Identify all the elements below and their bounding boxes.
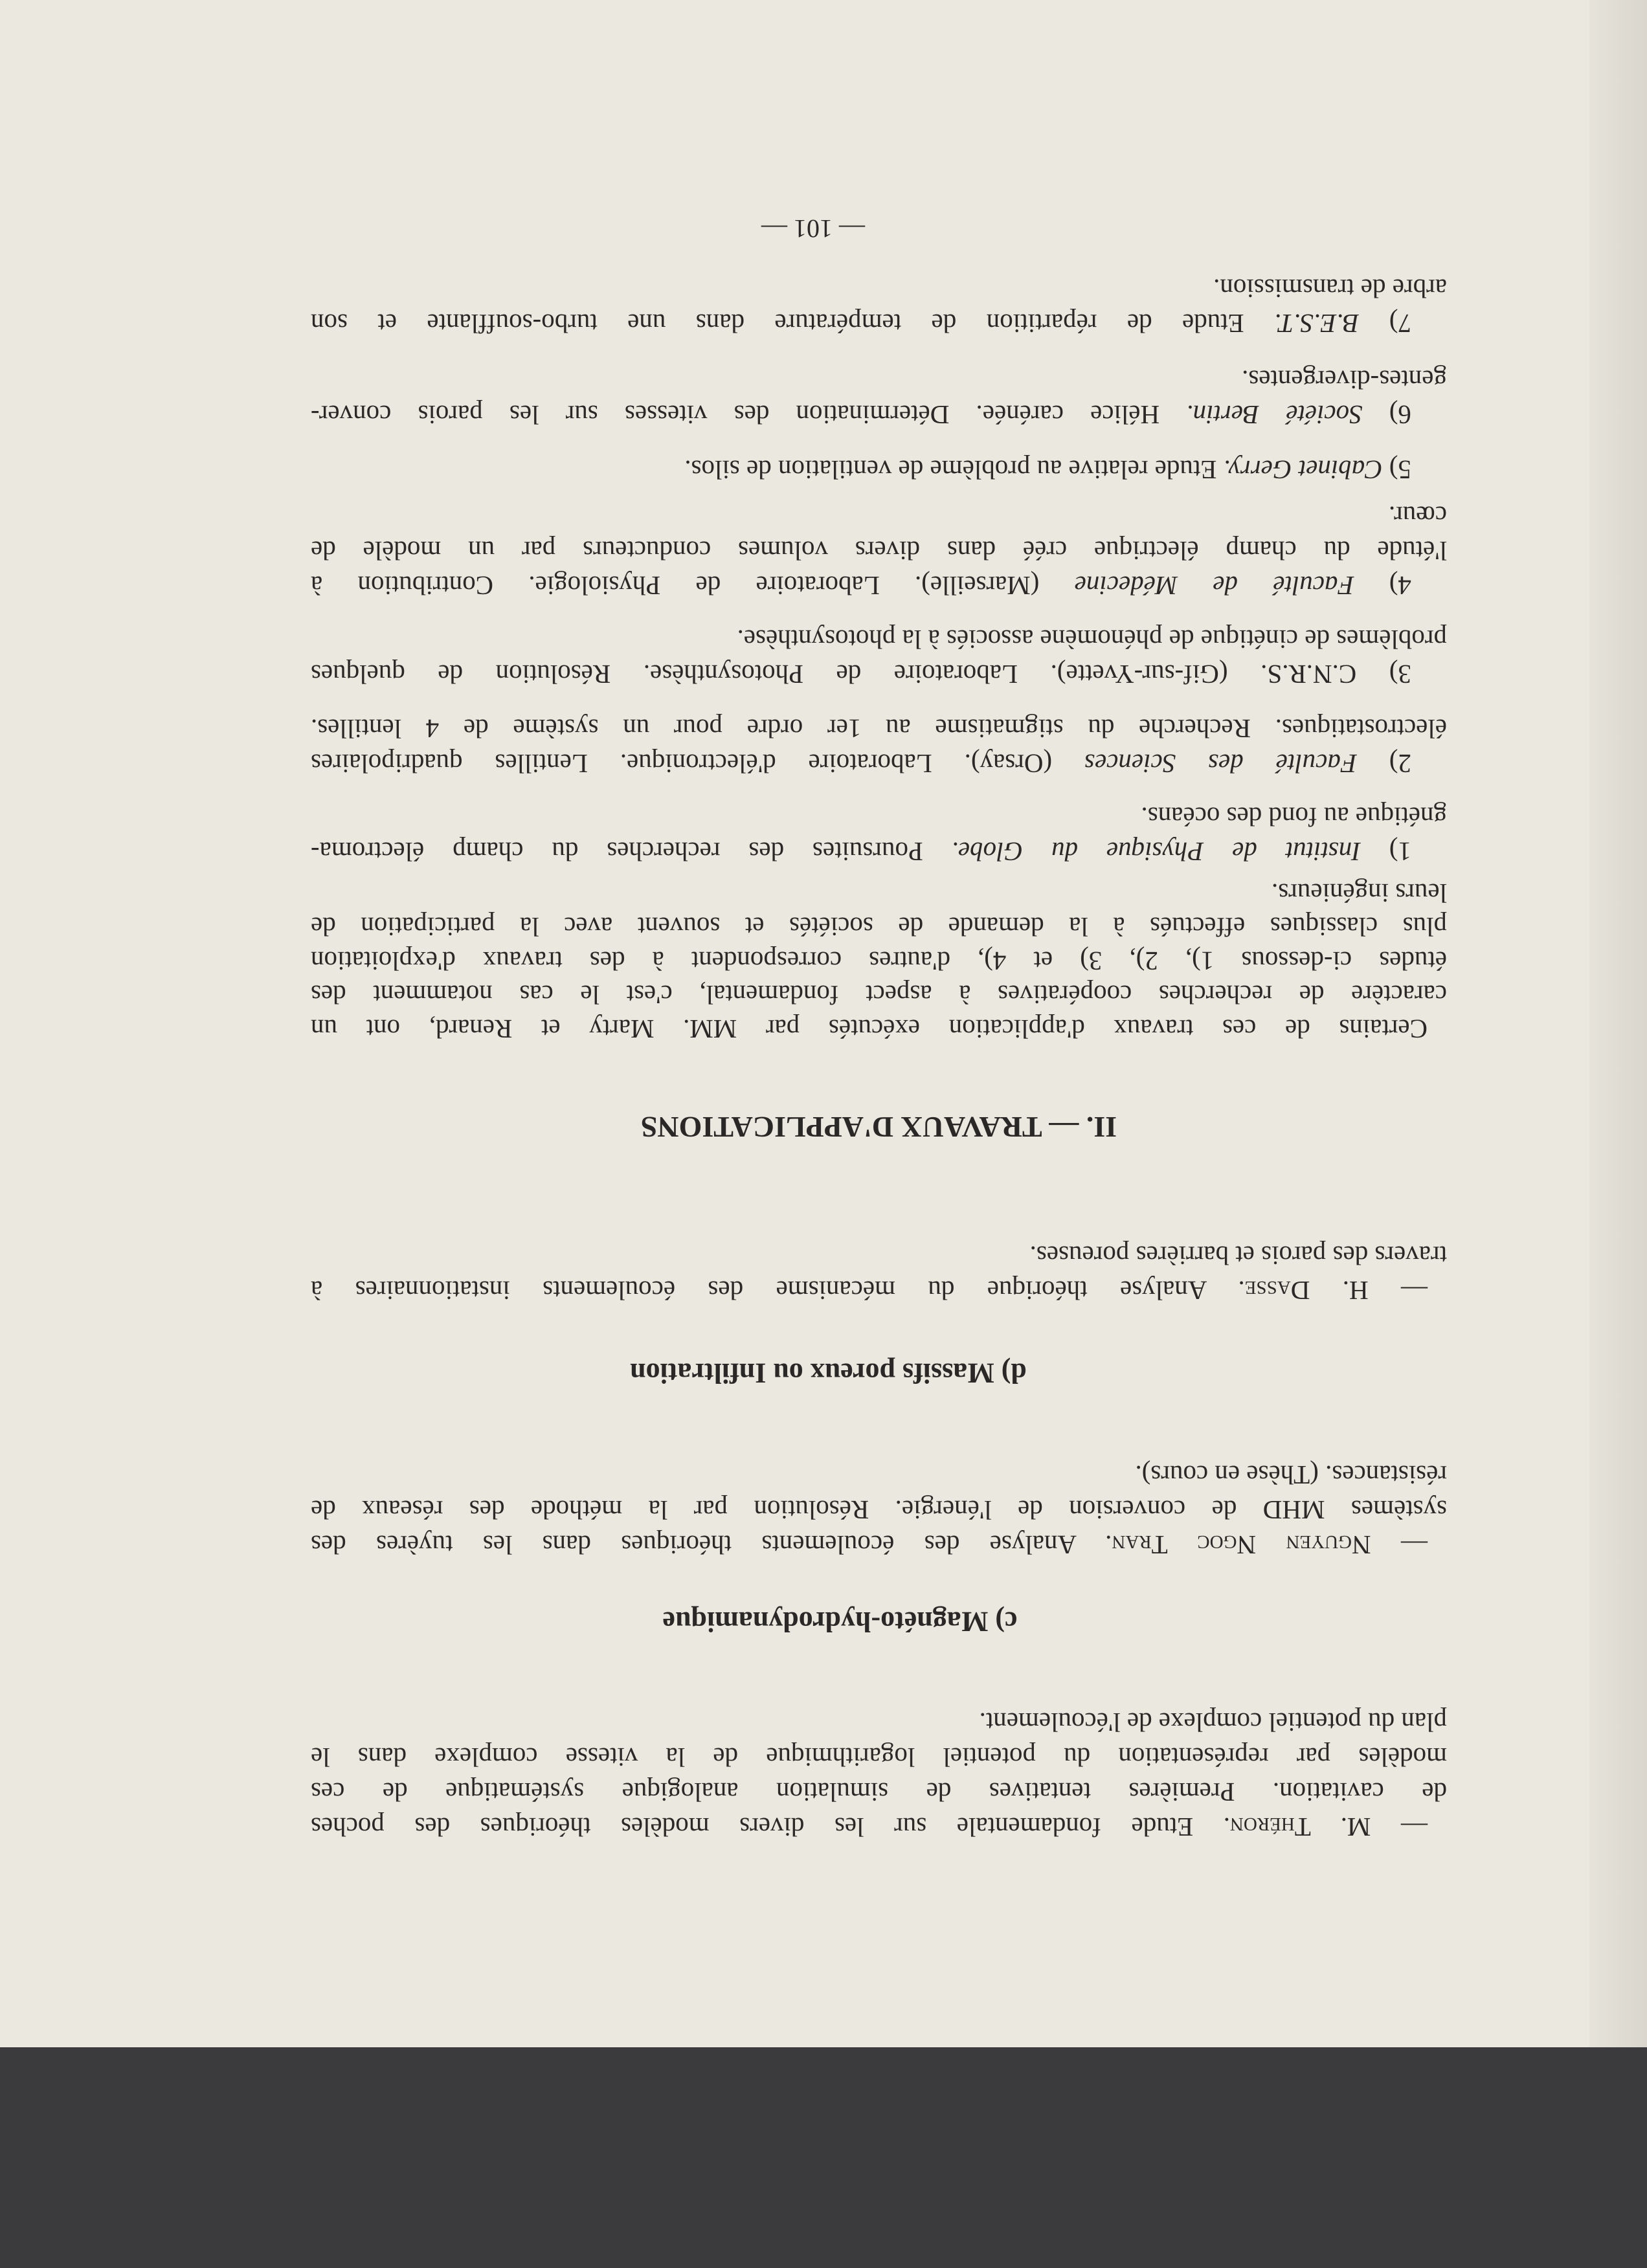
author-name: — Nguyen Ngoc Tran. xyxy=(1105,1530,1428,1560)
text-line: systèmes MHD de conversion de l'énergie. Résolution par la méthode des réseaux de xyxy=(311,1495,1447,1525)
heading-ii: II. — TRAVAUX D'APPLICATIONS xyxy=(640,1111,1117,1144)
list-item-1: 1) Institut de Physique du Globe. Poursuites des recherches du champ électroma- gnétique au fond des océans. xyxy=(310,802,1447,867)
page-number: — 101 — xyxy=(761,214,865,243)
heading-c: c) Magnéto-hydrodynamique xyxy=(662,1606,1018,1638)
list-item-5: 5) Cabinet Gerry. Etude relative au problème de ventilation de silos. xyxy=(684,455,1411,485)
text-line: modèles par représentation du potentiel logarithmique de la vitesse complexe dans le xyxy=(311,1742,1447,1772)
list-item-2: 2) Faculté des Sciences (Orsay). Laboratoire d'électronique. Lentilles quadripolaires électrostatiques. Recherche du stigmatisme au 1er ordre pour un système de 4 lentilles. xyxy=(311,714,1447,779)
list-item-3: 3) C.N.R.S. (Gif-sur-Yvette). Laboratoire de Photosynthèse. Résolution de quelques problèmes de cinétique de phénomène associés à la photosynthèse. xyxy=(310,625,1447,689)
text-line: travers des parois et barrières poreuses. xyxy=(1029,1241,1447,1271)
text-line: de cavitation. Premières tentatives de simulation analogique systématique de ces xyxy=(311,1777,1447,1807)
nguyen-entry: — Nguyen Ngoc Tran. Analyse des écoulements théoriques dans les tuyères des systèmes MHD de conversion de l'énergie. Résolution par la méthode des réseaux de résistances. (Thèse en cours). xyxy=(311,1458,1447,1562)
heading-d: d) Massifs poreux ou Infiltration xyxy=(630,1357,1027,1389)
text-line: plan du potentiel complexe de l'écoulement. xyxy=(979,1707,1447,1737)
list-item-6: 6) Société Bertin. Hélice carénée. Détermination des vitesses sur les parois conver- gentes-divergentes. xyxy=(310,365,1447,430)
dasse-entry: — H. Dasse. Analyse théorique du mécanisme des écoulements instationnaires à travers des parois et barrières poreuses. xyxy=(311,1238,1447,1308)
author-name: — H. Dasse. xyxy=(1238,1276,1428,1306)
author-name: — M. Théron. xyxy=(1223,1812,1428,1842)
list-item-4: 4) Faculté de Médecine (Marseille). Laboratoire de Physiologie. Contribution à l'étude du champ électrique créé dans divers volumes conducteurs par un modèle de cœur. xyxy=(310,501,1447,601)
page-content-rotated xyxy=(311,194,1447,1864)
intro-paragraph: Certains de ces travaux d'application exécutés par MM. Marty et Renard, ont un caractère de recherches coopératives à aspect fondamental, c'est le cas notamment des études ci-dessous 1), 2), 3) et 4), d'autres correspondent à des travaux d'exploitation plus classiques effectués à la demande de sociétés et souvent avec la participation de leurs ingénieurs. xyxy=(311,878,1447,1044)
page-edge-shadow xyxy=(1589,0,1647,2047)
list-item-7: 7) B.E.S.T. Etude de répartition de température dans une turbo-soufflante et son arbre de transmission. xyxy=(310,274,1447,339)
theron-entry: — M. Théron. Etude fondamentale sur les divers modèles théoriques des poches de cavitation. Premières tentatives de simulation analogique systématique de ces modèles par représentation du potentiel logarithmique de la vitesse complexe dans le plan du potentiel complexe de l'écoulement. xyxy=(311,1705,1447,1845)
text-line: résistances. (Thèse en cours). xyxy=(1135,1460,1447,1490)
